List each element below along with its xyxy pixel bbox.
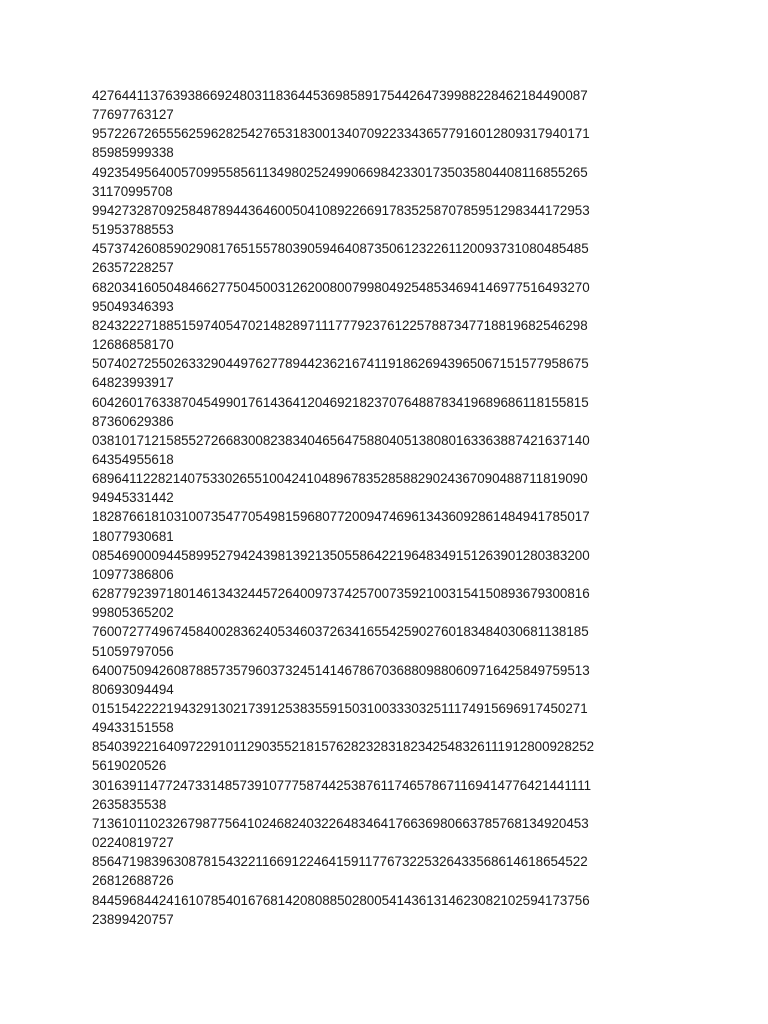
number-line: 0381017121585527266830082383404656475880405138080163363887421637140	[92, 432, 590, 448]
number-list	[92, 86, 692, 929]
number-line: 2635835538	[92, 796, 167, 812]
number-line: 85985999338	[92, 145, 174, 161]
number-line: 26812688726	[92, 873, 174, 889]
number-line: 7136101102326798775641024682403226483464176636980663785768134920453	[92, 815, 589, 831]
number-line: 30163911477247331485739107775874425387611746578671169414776421441111	[92, 777, 592, 793]
number-line: 80693094494	[92, 681, 174, 697]
number-line: 6896411228214075330265510042410489678352858829024367090488711819090	[92, 471, 588, 487]
number-line: 49433151558	[92, 720, 174, 736]
number-line: 64354955618	[92, 451, 174, 467]
number-line: 6042601763387045499017614364120469218237076488783419689686118155815	[92, 394, 589, 410]
number-line: 4573742608590290817651557803905946408735061232261120093731080485485	[92, 241, 589, 257]
number-line: 6400750942608788573579603732451414678670368809880609716425849759513	[92, 662, 590, 678]
number-line: 6820341605048466277504500312620080079980492548534694146977516493270	[92, 279, 590, 295]
number-line: 4923549564005709955856113498025249906698423301735035804408116855265	[92, 164, 588, 180]
number-line: 12686858170	[92, 337, 174, 353]
number-line: 18077930681	[92, 528, 174, 544]
number-line: 8564719839630878154322116691224641591177673225326433568614618654522	[92, 854, 588, 870]
number-line: 95049346393	[92, 298, 174, 314]
number-line: 85403922164097229101129035521815762823283182342548326111912800928252	[92, 739, 595, 755]
number-line: 02240819727	[92, 835, 174, 851]
number-line: 5619020526	[92, 758, 167, 774]
number-line: 99805365202	[92, 605, 174, 621]
number-line: 31170995708	[92, 183, 173, 199]
number-line: 7600727749674584002836240534603726341655425902760183484030681138185	[92, 624, 589, 640]
number-line: 8445968442416107854016768142080885028005414361314623082102594173756	[92, 892, 590, 908]
number-line: 51059797056	[92, 643, 174, 659]
number-line: 6287792397180146134324457264009737425700735921003154150893679300816	[92, 586, 590, 602]
number-line: 51953788553	[92, 222, 174, 238]
number-line: 8243222718851597405470214828971117779237612257887347718819682546298	[92, 317, 588, 333]
number-line: 9572267265556259628254276531830013407092233436577916012809317940171	[92, 126, 590, 142]
number-line: 9942732870925848789443646005041089226691783525870785951298344172953	[92, 202, 590, 218]
number-line: 64823993917	[92, 375, 174, 391]
number-line: 77697763127	[92, 107, 174, 123]
number-line: 0854690009445899527942439813921350558642219648349151263901280383200	[92, 547, 590, 563]
number-line: 0151542222194329130217391253835591503100333032511174915696917450271	[92, 701, 588, 716]
number-line: 87360629386	[92, 413, 174, 429]
number-line: 23899420757	[92, 911, 174, 927]
number-line: 4276441137639386692480311836445369858917544264739988228462184490087	[92, 88, 588, 103]
number-line: 1828766181031007354770549815968077200947469613436092861484941785017	[92, 509, 590, 525]
number-line: 5074027255026332904497627789442362167411918626943965067151577958675	[92, 356, 589, 372]
number-line: 26357228257	[92, 260, 174, 276]
number-line: 94945331442	[92, 490, 174, 506]
number-line: 10977386806	[92, 566, 174, 582]
